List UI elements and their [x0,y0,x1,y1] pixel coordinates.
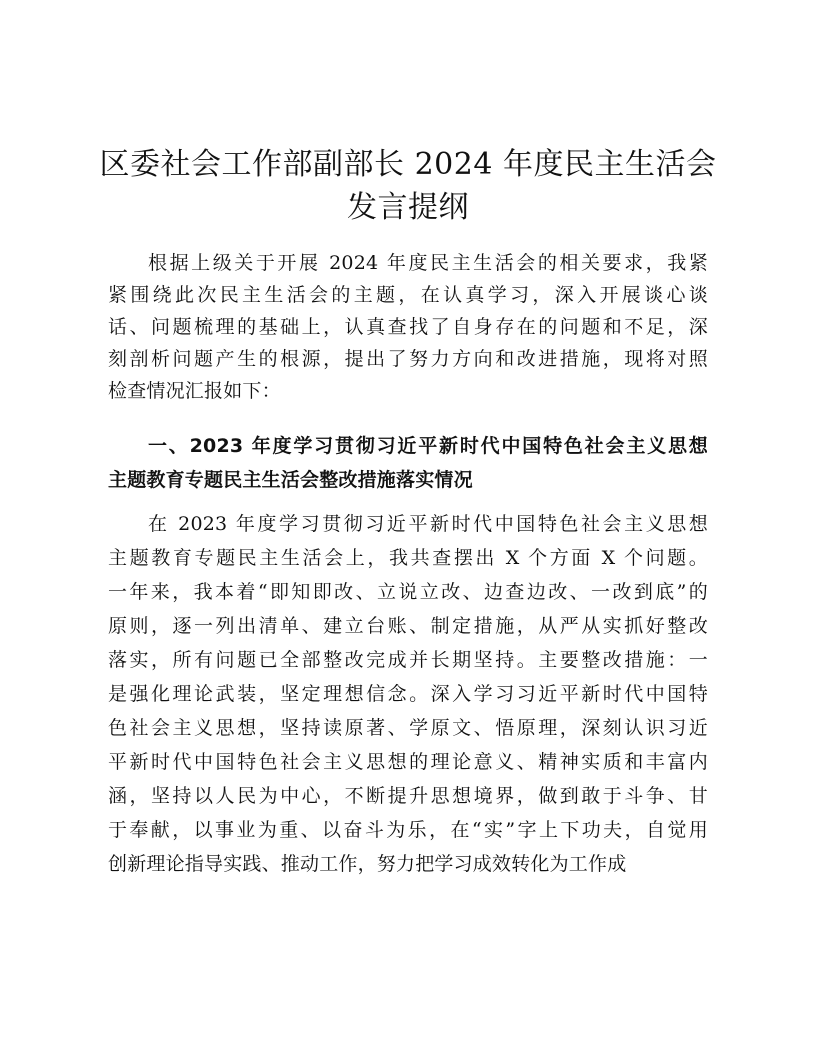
body-line: 原则，逐一列出清单、建立台账、制定措施，从严从实抓好整改 [108,615,708,637]
body-line: 涵，坚持以人民为中心，不断提升思想境界，做到敢于斗争、甘 [108,785,708,807]
body-line: 主题教育专题民主生活会上，我共查摆出 X 个方面 X 个问题。 [108,547,708,569]
intro-line: 话、问题梳理的基础上，认真查找了自身存在的问题和不足，深 [108,316,708,338]
body-line: 平新时代中国特色社会主义思想的理论意义、精神实质和丰富内 [108,751,708,773]
body-line: 于奉献，以事业为重、以奋斗为乐，在“实”字上下功夫，自觉用 [108,819,708,841]
body-line: 一年来，我本着“即知即改、立说立改、边查边改、一改到底”的 [108,581,708,603]
body-line: 色社会主义思想，坚持读原著、学原文、悟原理，深刻认识习近 [108,717,708,739]
body-line: 在 2023 年度学习贯彻习近平新时代中国特色社会主义思想 [148,513,708,535]
intro-line: 紧围绕此次民主生活会的主题，在认真学习，深入开展谈心谈 [108,284,708,306]
body-line: 落实，所有问题已全部整改完成并长期坚持。主要整改措施：一 [108,649,708,671]
intro-line: 根据上级关于开展 2024 年度民主生活会的相关要求，我紧 [148,252,708,274]
heading-line: 一、2023 年度学习贯彻习近平新时代中国特色社会主义思想 [148,435,708,457]
intro-line: 检查情况汇报如下： [108,380,281,402]
intro-line: 刻剖析问题产生的根源，提出了努力方向和改进措施，现将对照 [108,348,708,370]
document-title-line-1: 区委社会工作部副部长 2024 年度民主生活会 [99,147,717,182]
body-line: 是强化理论武装，坚定理想信念。深入学习习近平新时代中国特 [108,683,708,705]
heading-line: 主题教育专题民主生活会整改措施落实情况 [108,469,473,491]
body-line: 创新理论指导实践、推动工作，努力把学习成效转化为工作成 [108,853,627,875]
document-title-line-2: 发言提纲 [347,190,469,225]
